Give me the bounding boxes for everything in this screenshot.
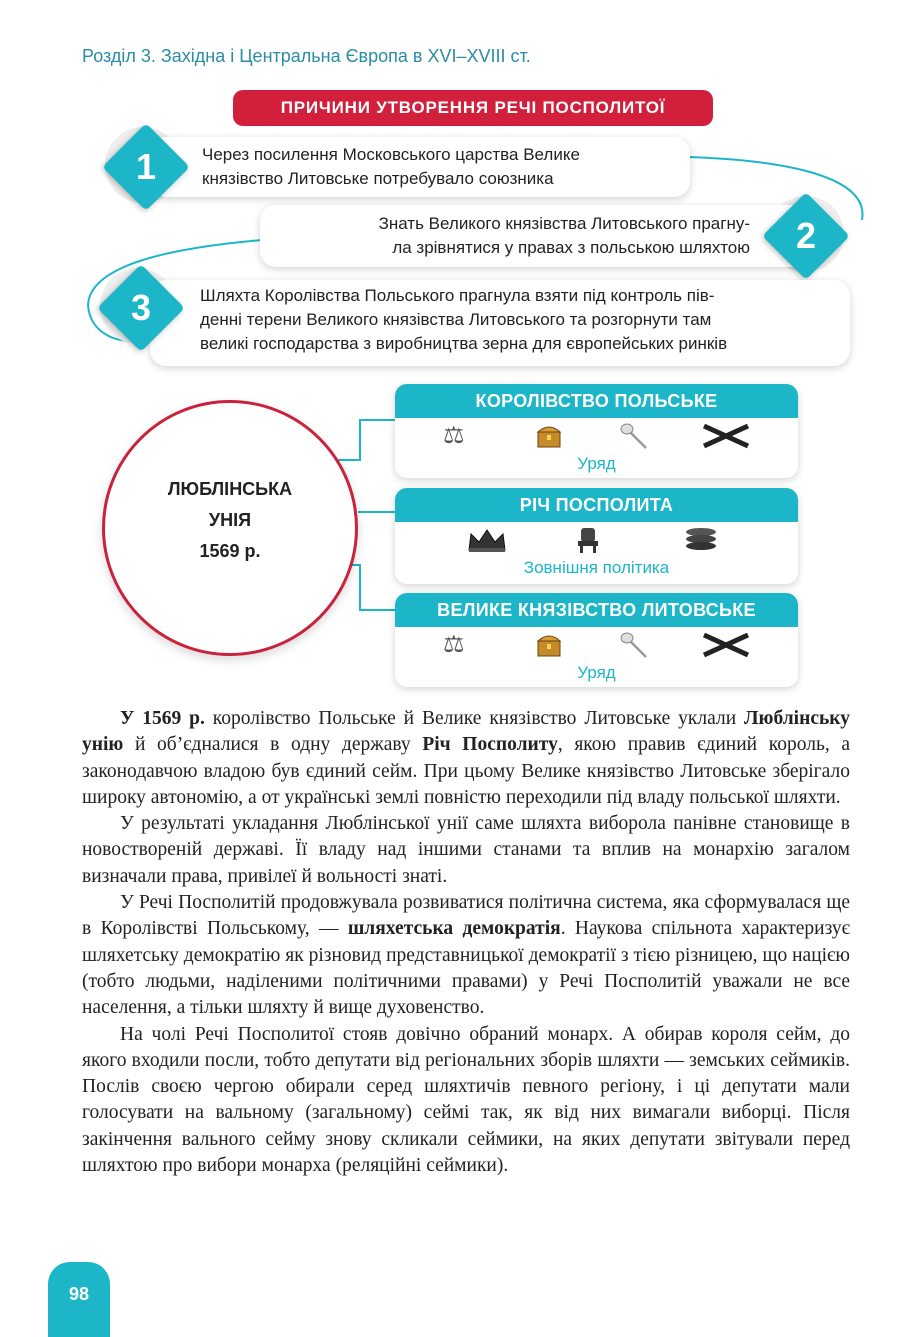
panel-title: КОРОЛІВСТВО ПОЛЬСЬКЕ (395, 384, 798, 418)
panel-grand-duchy-lithuania (395, 593, 798, 687)
bold-year: У 1569 р. (120, 708, 205, 729)
text-run: . Наукова спільнота характеризує шляхетську демократію як різновид представницької демократії з тією різницею, що нацією (тобто людьми, наділеними політичними правами) у Речі Посполитій уважали не все населення, а тільки шляхту й вище духовенство. (82, 918, 851, 1019)
crossed-swords-icon (700, 422, 752, 457)
text-run: й об’єдналися в одну державу (123, 734, 423, 756)
panel-caption: Уряд (577, 454, 616, 473)
treasure-chest-icon (535, 631, 563, 666)
paragraph-3 (82, 890, 850, 1021)
crossed-swords-icon (700, 631, 752, 666)
mace-icon (620, 422, 650, 457)
cause-1-line-1: Через посилення Московського царства Велике (202, 145, 580, 164)
scales-icon: ⚖ (443, 631, 465, 658)
lublin-union-circle (102, 400, 358, 656)
panel-caption: Уряд (577, 663, 616, 682)
cause-2-number: 2 (795, 215, 817, 256)
union-name-line-1: ЛЮБЛІНСЬКА (167, 479, 293, 499)
text-run: королівство Польське й Велике князівство Литовське уклали (204, 708, 745, 729)
cause-2-line-2: ла зрівнятися у правах з польською шляхтою (392, 238, 750, 257)
chapter-header: Розділ 3. Західна і Центральна Європа в XVI–XVIII ст. (82, 46, 531, 66)
paragraph-2: У результаті укладання Люблінської унії саме шляхта виборола панівне становище в новоствореній державі. Її владу над іншими станами та вплив на монархію загалом визначали права, привілеї й вольності знаті. (82, 813, 850, 887)
cause-3-line-3: великі господарства з виробництва зерна для європейських ринків (200, 334, 728, 353)
cause-1-number: 1 (135, 146, 157, 187)
scales-icon: ⚖ (443, 422, 465, 449)
panel-title: ВЕЛИКЕ КНЯЗІВСТВО ЛИТОВСЬКЕ (395, 593, 798, 627)
cause-3-line-2: денні терени Великого князівства Литовського та розгорнути там (200, 310, 712, 329)
panel-caption: Зовнішня політика (523, 558, 670, 577)
paragraph-1 (82, 706, 850, 811)
coins-icon (683, 526, 719, 561)
page-number-tab (48, 1262, 110, 1337)
cause-3-number: 3 (130, 287, 152, 328)
cause-card-1 (150, 137, 690, 197)
causes-banner: ПРИЧИНИ УТВОРЕННЯ РЕЧІ ПОСПОЛИТОЇ (233, 90, 713, 126)
panel-title: РІЧ ПОСПОЛИТА (395, 488, 798, 522)
cause-card-3 (150, 280, 850, 366)
page-number: 98 (68, 1284, 90, 1304)
bold-term: Річ Посполиту (422, 734, 558, 756)
union-year: 1569 р. (199, 541, 261, 561)
bold-term: шляхетська демократія (347, 918, 561, 940)
cause-2-line-1: Знать Великого князівства Литовського прагну- (378, 214, 750, 233)
body-text (82, 706, 850, 1179)
union-name-line-2: УНІЯ (208, 510, 252, 530)
bold-term: Люблінську унію (82, 708, 850, 756)
panel-commonwealth (395, 488, 798, 584)
cause-3-line-1: Шляхта Королівства Польського прагнула взяти під контроль пів- (200, 286, 715, 305)
paragraph-4: На чолі Речі Посполитої стояв довічно обраний монарх. А обирав короля сейм, до якого входили посли, тобто депутати від регіональних зборів шляхти — земських сеймиків. Послів своєю чергою обирали серед шляхтичів певного регіону, і ці депутати мали голосувати на вальному (загальному) сеймі так, як від них вимагали виборці. Після закінчення вального сейму знову скликали сеймики, на яких депутати звітували перед шляхтою про вибори монарха (реляційні сеймики). (82, 1023, 850, 1177)
text-run: , якою правив єдиний король, а законодавчою владою був єдиний сейм. При цьому Велике князівство Литовське зберігало широку автономію, а от українські землі повністю переходили під владу польської шляхти. (82, 734, 850, 808)
treasure-chest-icon (535, 422, 563, 457)
cause-card-2 (260, 205, 810, 267)
throne-icon (575, 526, 601, 561)
crown-icon (465, 526, 509, 561)
text-run: У Речі Посполитій продовжувала розвиватися політична система, яка сформувалася ще в Королівстві Польському, — (82, 892, 850, 940)
mace-icon (620, 631, 650, 666)
panel-kingdom-poland (395, 384, 798, 478)
cause-1-line-2: князівство Литовське потребувало союзника (202, 169, 554, 188)
